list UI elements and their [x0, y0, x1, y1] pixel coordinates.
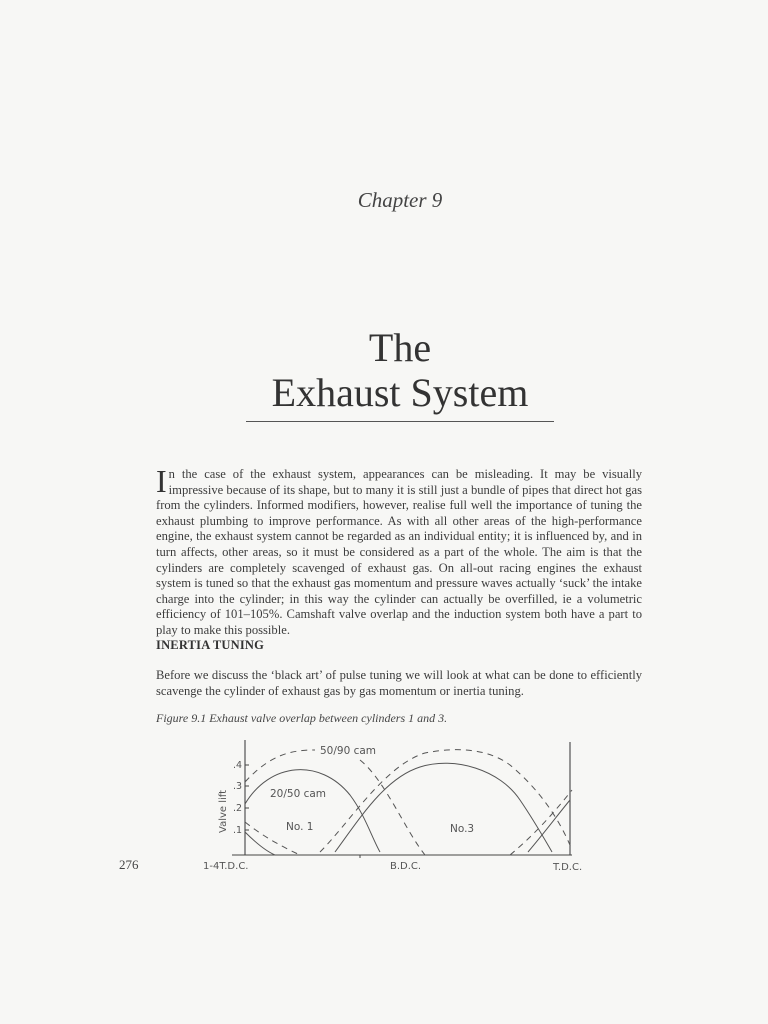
label-cylinder-1: No. 1 [286, 821, 314, 833]
intro-text: n the case of the exhaust system, appearances can be misleading. It may be visually impressive because of its shape, but to many it is still just a bundle of pipes that direct hot gas from the cylinders. Informed modifiers, however, realise full well the importance of tuning the exhaust plumbing to improve performance. As with all other areas of the high-performance engine, the exhaust system cannot be regarded as an individual entity; it is influenced by, and in turn affects, other areas, so it must be considered as a part of the whole. The aim is that the cylinders are completely scavenged of exhaust gas. On all-out racing engines the exhaust system is tuned so that the exhaust gas momentum and pressure waves actually ‘suck’ the intake charge into the cylinder; in this way the cylinder can actually be overfilled, ie a volumetric efficiency of 101–105%. Camshaft valve overlap and the induction system both have a part to play to make this possible. [156, 467, 642, 637]
chapter-title-line2: Exhaust System [271, 370, 529, 415]
y-axis-label: Valve lift [218, 789, 229, 833]
label-20-50-cam: 20/50 cam [270, 788, 327, 800]
curve-cyl3-20-50 [335, 763, 552, 852]
chapter-label: Chapter 9 [357, 188, 443, 212]
drop-cap: I [156, 463, 167, 499]
y-tick-label: .4 [233, 760, 243, 771]
curve-cyl1-20-50 [245, 770, 380, 852]
label-cylinder-3: No.3 [450, 823, 475, 835]
body-paragraph: Before we discuss the ‘black art’ of pulse tuning we will look at what can be done to efficiently scavenge the cylinder of exhaust gas by gas momentum or inertia tuning. [156, 668, 642, 698]
curve-cyl3-50-90 [320, 750, 572, 852]
label-50-90-cam: 50/90 cam [320, 745, 377, 757]
figure-caption: Figure 9.1 Exhaust valve overlap between cylinders 1 and 3. [156, 711, 448, 725]
curve-cyl1-50-90-fall [360, 760, 425, 855]
curve-next-20-50 [528, 800, 570, 852]
curve-prev-20-50 [245, 832, 275, 855]
x-label-tdc-end: T.D.C. [553, 862, 583, 873]
y-tick-label: .2 [233, 803, 243, 814]
x-label-bdc: B.D.C. [390, 861, 422, 872]
chapter-title-line1: The [368, 325, 432, 370]
curve-cyl1-50-90-rise [245, 750, 315, 782]
page-number: 276 [119, 857, 139, 872]
section-heading: INERTIA TUNING [156, 638, 265, 652]
y-tick-label: .1 [233, 825, 243, 836]
x-label-tdc-start: 1-4T.D.C. [203, 861, 249, 872]
y-tick-label: .3 [233, 781, 243, 792]
